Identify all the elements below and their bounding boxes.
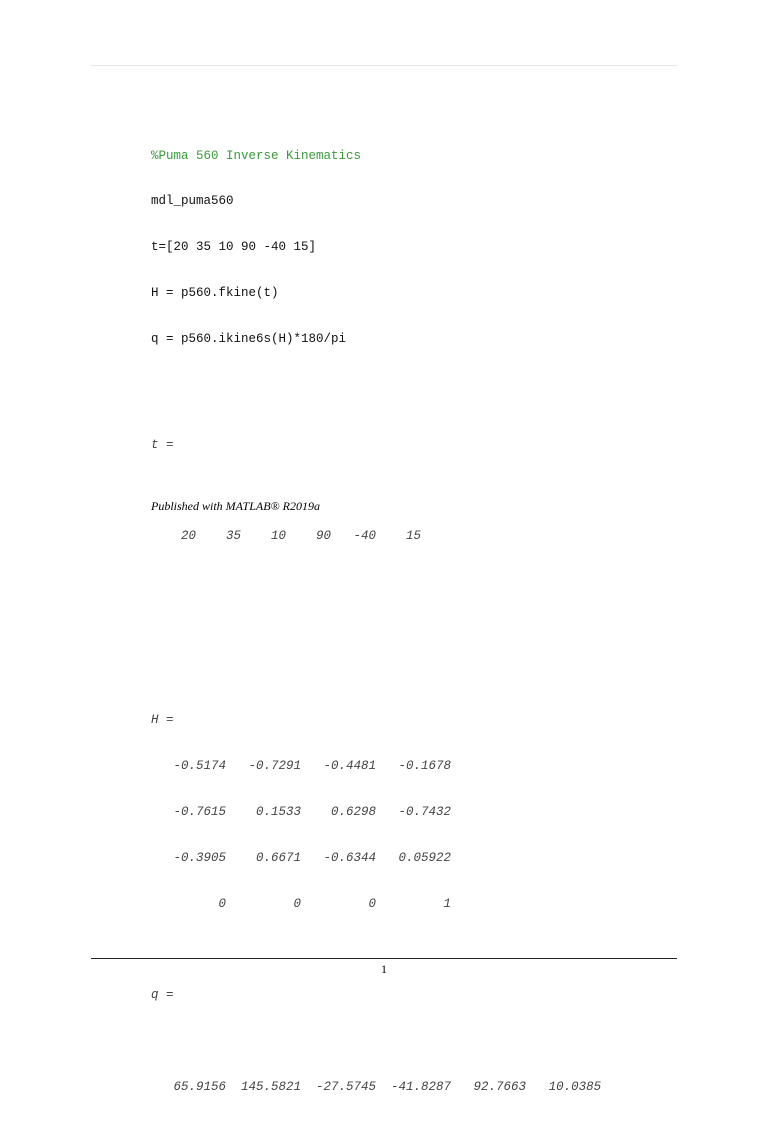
bottom-divider [91,958,677,959]
output-t-label: t = [151,437,174,452]
code-line: H = p560.fkine(t) [151,286,279,301]
output-q-values: 65.9156 145.5821 -27.5745 -41.8287 92.7663 10.0385 [151,1080,602,1095]
code-line: mdl_puma560 [151,194,234,209]
output-H-row: -0.3905 0.6671 -0.6344 0.05922 [151,850,452,865]
code-line: t=[20 35 10 90 -40 15] [151,240,317,255]
output-H-row: -0.7615 0.1533 0.6298 -0.7432 [151,804,452,819]
published-with-note: Published with MATLAB® R2019a [151,499,321,513]
top-divider [91,65,677,66]
output-q-label: q = [151,988,174,1003]
page-number: 1 [381,962,387,976]
output-H-label: H = [151,712,174,727]
command-output [151,407,671,1126]
code-line: q = p560.ikine6s(H)*180/pi [151,332,347,347]
code-block [151,118,671,378]
code-comment: %Puma 560 Inverse Kinematics [151,148,362,163]
output-H-row: 0 0 0 1 [151,896,452,911]
output-t-values: 20 35 10 90 -40 15 [151,529,422,544]
output-H-row: -0.5174 -0.7291 -0.4481 -0.1678 [151,758,452,773]
